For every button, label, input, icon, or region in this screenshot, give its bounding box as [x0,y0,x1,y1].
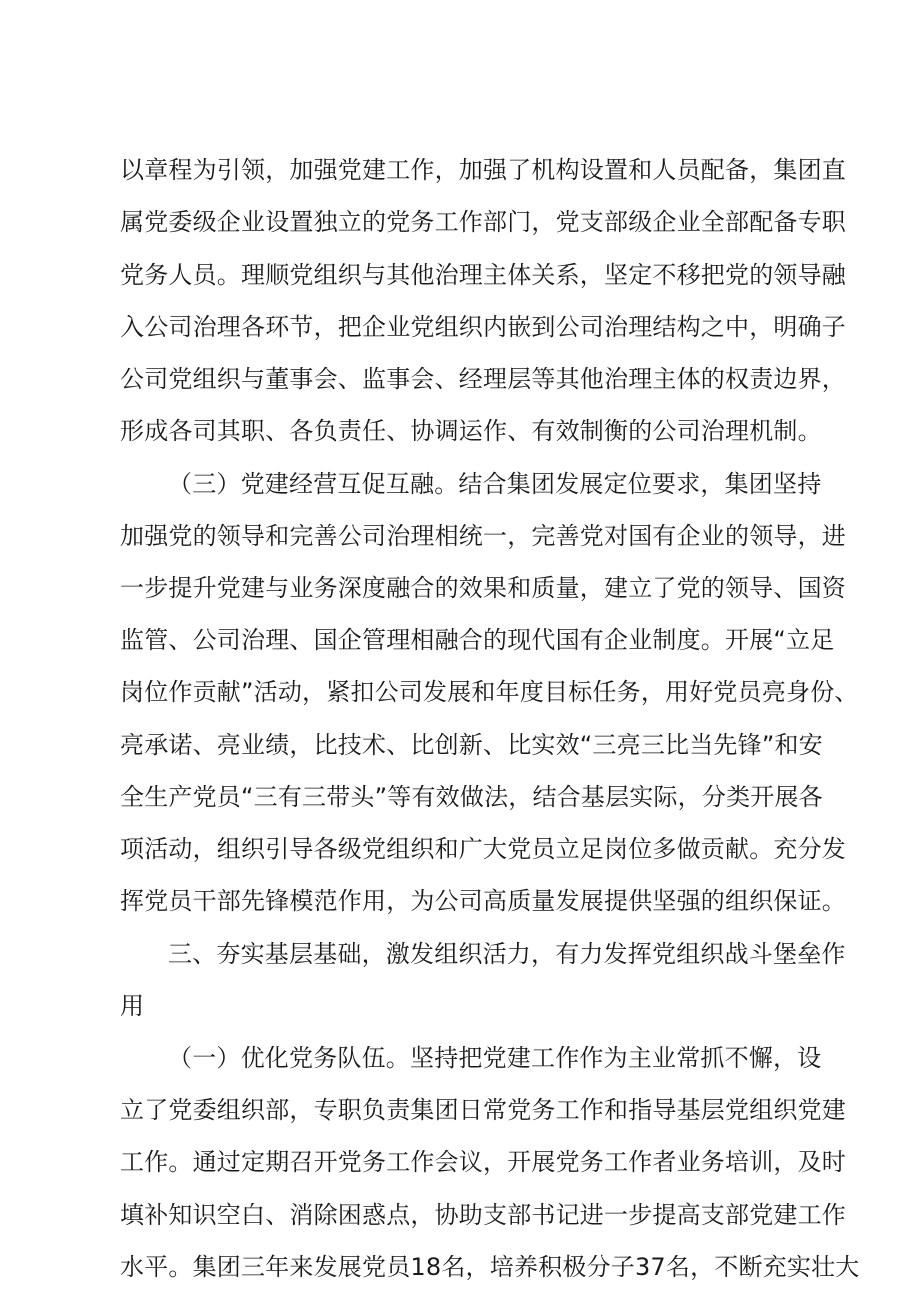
text-line: 填补知识空白、消除困惑点，协助支部书记进一步提高支部党建工作 [120,1201,846,1229]
text-line: 形成各司其职、各负责任、协调运作、有效制衡的公司治理机制。 [120,417,822,445]
text-line: 加强党的领导和完善公司治理相统一，完善党对国有企业的领导，进 [120,522,846,550]
text-line: 属党委级企业设置独立的党务工作部门，党支部级企业全部配备专职 [120,208,846,236]
text-line: 一步提升党建与业务深度融合的效果和质量，建立了党的领导、国资 [120,574,846,602]
text-line: 入公司治理各环节，把企业党组织内嵌到公司治理结构之中，明确子 [120,313,846,341]
subheading-line: （三）党建经营互促互融。结合集团发展定位要求，集团坚持 [168,470,822,498]
text-line: 全生产党员“三有三带头”等有效做法，结合基层实际，分类开展各 [120,783,823,811]
text-line: 公司党组织与董事会、监事会、经理层等其他治理主体的权责边界， [120,365,846,393]
text-line: 挥党员干部先锋模范作用，为公司高质量发展提供坚强的组织保证。 [120,887,846,915]
section-heading-line: 三、夯实基层基础，激发组织活力，有力发挥党组织战斗堡垒作 [168,940,846,968]
text-line: 亮承诺、亮业绩，比技术、比创新、比实效“三亮三比当先锋”和安 [120,731,823,759]
text-line: 水平。集团三年来发展党员18名，培养积极分子37名，不断充实壮大 [120,1253,860,1281]
text-line: 党务人员。理顺党组织与其他治理主体关系，坚定不移把党的领导融 [120,261,846,289]
subheading-line: （一）优化党务队伍。坚持把党建工作作为主业常抓不懈，设 [168,1044,822,1072]
text-line: 工作。通过定期召开党务工作会议，开展党务工作者业务培训，及时 [120,1148,846,1176]
text-line: 以章程为引领，加强党建工作，加强了机构设置和人员配备，集团直 [120,156,846,184]
text-line: 项活动，组织引导各级党组织和广大党员立足岗位多做贡献。充分发 [120,835,846,863]
text-line: 岗位作贡献”活动，紧扣公司发展和年度目标任务，用好党员亮身份、 [120,678,859,706]
text-line: 立了党委组织部，专职负责集团日常党务工作和指导基层党组织党建 [120,1096,846,1124]
text-line: 监管、公司治理、国企管理相融合的现代国有企业制度。开展“立足 [120,626,835,654]
section-heading-line: 用 [120,992,145,1020]
